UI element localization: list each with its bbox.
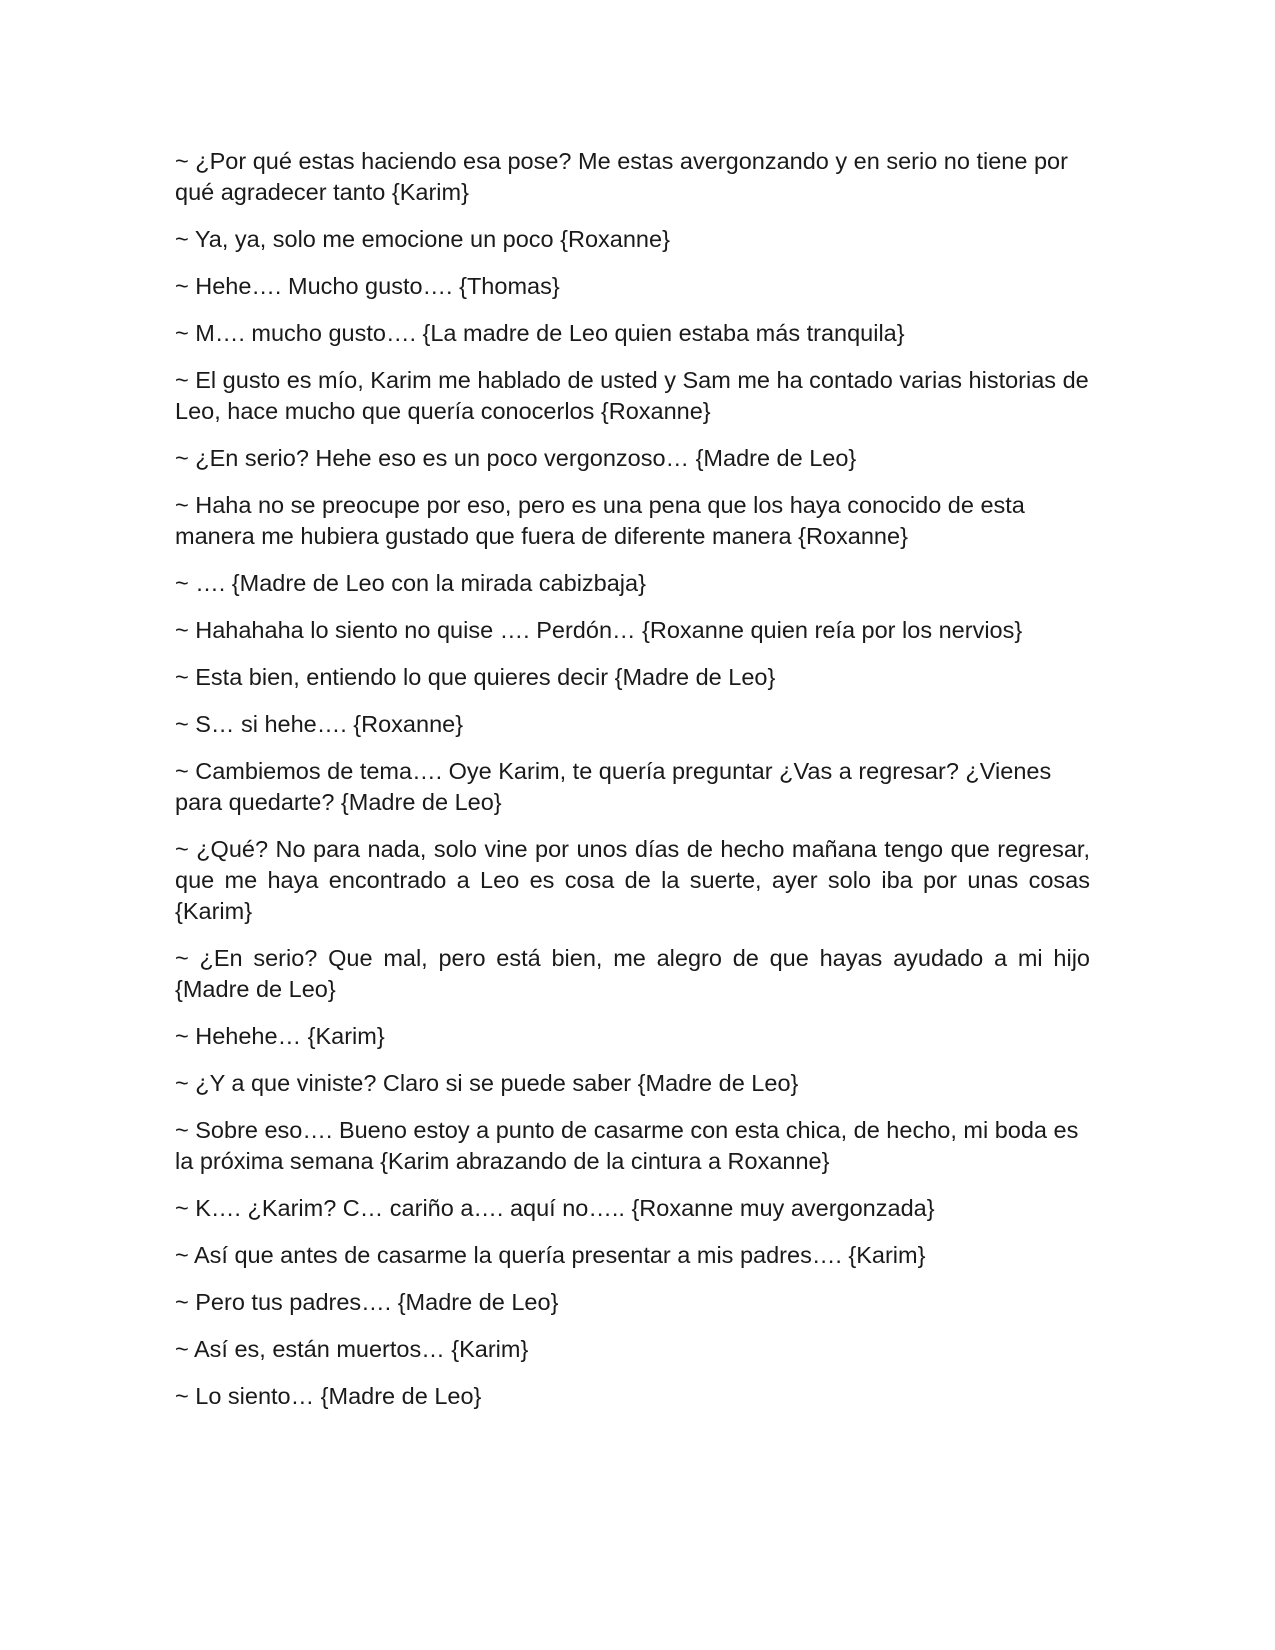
dialogue-line: ~ ¿En serio? Que mal, pero está bien, me alegro de que hayas ayudado a mi hijo {Madre de Leo}: [175, 945, 1090, 1002]
dialogue-line: ~ ¿Qué? No para nada, solo vine por unos días de hecho mañana tengo que regresar, que me haya encontrado a Leo es cosa de la suerte, ayer solo iba por unas cosas {Karim}: [175, 836, 1090, 924]
dialogue-line: ~ Ya, ya, solo me emocione un poco {Roxanne}: [175, 226, 670, 252]
dialogue-line: ~ …. {Madre de Leo con la mirada cabizbaja}: [175, 570, 646, 596]
dialogue-line: ~ Hehe…. Mucho gusto…. {Thomas}: [175, 273, 560, 299]
dialogue-line: ~ ¿Y a que viniste? Claro si se puede saber {Madre de Leo}: [175, 1070, 799, 1096]
dialogue-line: ~ ¿En serio? Hehe eso es un poco vergonzoso… {Madre de Leo}: [175, 445, 857, 471]
dialogue-line: ~ ¿Por qué estas haciendo esa pose? Me estas avergonzando y en serio no tiene por qué agradecer tanto {Karim}: [175, 148, 1068, 205]
dialogue-line: ~ K…. ¿Karim? C… cariño a…. aquí no….. {Roxanne muy avergonzada}: [175, 1195, 935, 1221]
dialogue-line: ~ Así que antes de casarme la quería presentar a mis padres…. {Karim}: [175, 1242, 926, 1268]
dialogue-line: ~ Hahahaha lo siento no quise …. Perdón… {Roxanne quien reía por los nervios}: [175, 617, 1023, 643]
dialogue-line: ~ Esta bien, entiendo lo que quieres decir {Madre de Leo}: [175, 664, 776, 690]
dialogue-text: [175, 146, 1090, 1428]
dialogue-line: ~ Pero tus padres…. {Madre de Leo}: [175, 1289, 559, 1315]
dialogue-line: ~ Cambiemos de tema…. Oye Karim, te quería preguntar ¿Vas a regresar? ¿Vienes para quedarte? {Madre de Leo}: [175, 758, 1052, 815]
dialogue-line: ~ M…. mucho gusto…. {La madre de Leo quien estaba más tranquila}: [175, 320, 905, 346]
dialogue-line: ~ Haha no se preocupe por eso, pero es una pena que los haya conocido de esta manera me hubiera gustado que fuera de diferente manera {Roxanne}: [175, 492, 1025, 549]
dialogue-line: ~ Sobre eso…. Bueno estoy a punto de casarme con esta chica, de hecho, mi boda es la próxima semana {Karim abrazando de la cintura a Roxanne}: [175, 1117, 1079, 1174]
dialogue-line: ~ Así es, están muertos… {Karim}: [175, 1336, 529, 1362]
dialogue-line: ~ Lo siento… {Madre de Leo}: [175, 1383, 482, 1409]
dialogue-line: ~ Hehehe… {Karim}: [175, 1023, 385, 1049]
dialogue-line: ~ El gusto es mío, Karim me hablado de usted y Sam me ha contado varias historias de Leo, hace mucho que quería conocerlos {Roxanne}: [175, 367, 1089, 424]
dialogue-line: ~ S… si hehe…. {Roxanne}: [175, 711, 464, 737]
